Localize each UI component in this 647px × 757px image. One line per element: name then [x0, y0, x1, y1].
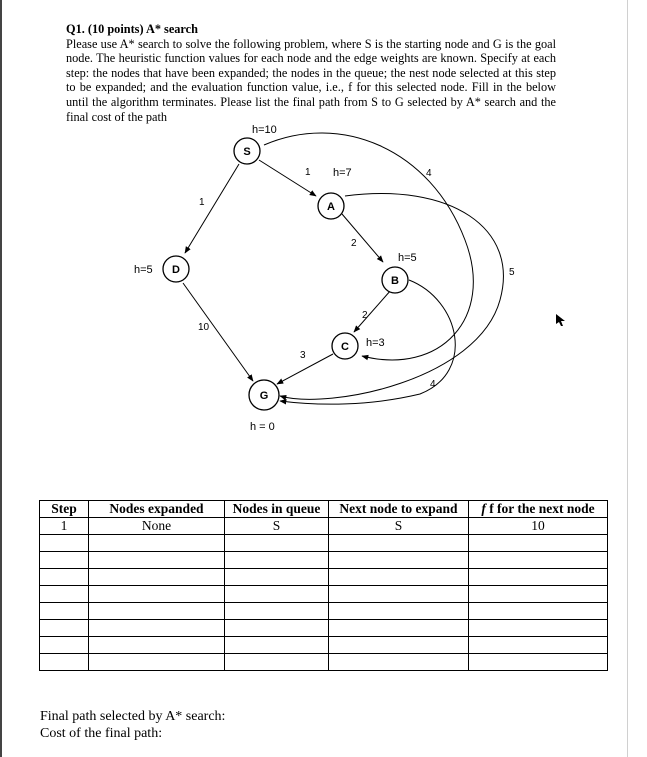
- header-nodes-in-queue: Nodes in queue: [225, 501, 329, 518]
- weight-s-c: 4: [426, 168, 432, 179]
- header-next-node: Next node to expand: [329, 501, 469, 518]
- node-c: [332, 333, 358, 359]
- final-path-label: Final path selected by A* search:: [40, 709, 226, 724]
- table-cell[interactable]: [89, 552, 225, 569]
- table-cell[interactable]: [329, 603, 469, 620]
- header-f-value-text: f for the next node: [489, 501, 595, 516]
- table-cell[interactable]: [469, 535, 608, 552]
- table-cell[interactable]: [469, 552, 608, 569]
- table-cell[interactable]: [40, 569, 89, 586]
- table-cell[interactable]: [225, 654, 329, 671]
- table-cell[interactable]: [225, 535, 329, 552]
- table-cell[interactable]: [40, 637, 89, 654]
- node-b: [382, 267, 408, 293]
- table-row: [40, 552, 608, 569]
- table-cell[interactable]: [469, 586, 608, 603]
- table-cell[interactable]: 10: [469, 518, 608, 535]
- node-d-label: D: [172, 264, 180, 276]
- heuristic-d: h=5: [134, 264, 153, 276]
- weight-d-g: 10: [198, 322, 210, 333]
- node-a-label: A: [327, 201, 335, 213]
- table-cell[interactable]: [89, 569, 225, 586]
- mouse-cursor-icon: [555, 313, 567, 327]
- heuristic-c: h=3: [366, 337, 385, 349]
- node-a: [318, 193, 344, 219]
- table-cell[interactable]: [89, 586, 225, 603]
- table-row: [40, 637, 608, 654]
- table-cell[interactable]: [469, 637, 608, 654]
- table-row: [40, 535, 608, 552]
- header-step: Step: [40, 501, 89, 518]
- table-cell[interactable]: [469, 569, 608, 586]
- table-row: [40, 603, 608, 620]
- table-cell[interactable]: [225, 552, 329, 569]
- node-s-label: S: [243, 146, 251, 158]
- edge-a-b: [342, 214, 383, 262]
- edge-s-d: [185, 164, 239, 253]
- weight-s-d: 1: [199, 197, 205, 208]
- astar-steps-table: [39, 500, 608, 671]
- table-cell[interactable]: [89, 654, 225, 671]
- heuristic-s: h=10: [252, 124, 277, 136]
- node-d: [163, 256, 189, 282]
- heuristic-a: h=7: [333, 167, 352, 179]
- edge-d-g: [183, 283, 253, 381]
- weight-b-c: 2: [362, 310, 368, 321]
- edge-s-a: [259, 160, 316, 196]
- table-cell[interactable]: [89, 637, 225, 654]
- table-cell[interactable]: [329, 552, 469, 569]
- table-cell[interactable]: [329, 637, 469, 654]
- weight-a-g: 5: [509, 267, 515, 278]
- table-cell[interactable]: [329, 654, 469, 671]
- node-c-label: C: [341, 341, 349, 353]
- final-answer-block: [40, 708, 225, 742]
- table-cell[interactable]: [40, 535, 89, 552]
- table-cell[interactable]: S: [329, 518, 469, 535]
- table-cell[interactable]: [89, 535, 225, 552]
- heuristic-g: h = 0: [250, 421, 275, 433]
- weight-c-g: 3: [300, 350, 306, 361]
- table-cell[interactable]: [225, 603, 329, 620]
- table-row: [40, 569, 608, 586]
- header-f-value: f f for the next node: [469, 501, 608, 518]
- table-cell[interactable]: [40, 603, 89, 620]
- table-cell[interactable]: [225, 569, 329, 586]
- question-body: Please use A* search to solve the following problem, where S is the starting node and G is the goal node. The heuristic function values for each node and the edge weights are known. Specify at each step: the nodes that have been expanded; the nodes in the queue; the nest node selected at this step to be expanded; and the evaluation function value, i.e., f for this selected node. Fill in the below until the algorithm terminates. Please list the final path from S to G selected by A* search and the final cost of the path: [66, 36, 556, 124]
- heuristic-b: h=5: [398, 252, 417, 264]
- table-cell[interactable]: [329, 620, 469, 637]
- table-row: [40, 586, 608, 603]
- table-cell[interactable]: [469, 620, 608, 637]
- weight-a-b: 2: [351, 238, 357, 249]
- edge-a-g: [280, 193, 503, 399]
- table-header-row: [40, 501, 608, 518]
- table-cell[interactable]: S: [225, 518, 329, 535]
- table-row: [40, 518, 608, 535]
- table-cell[interactable]: [469, 654, 608, 671]
- edge-s-c: [264, 133, 473, 360]
- table-cell[interactable]: 1: [40, 518, 89, 535]
- node-g-label: G: [259, 390, 269, 402]
- header-nodes-expanded: Nodes expanded: [89, 501, 225, 518]
- table-cell[interactable]: [225, 586, 329, 603]
- table-cell[interactable]: [40, 552, 89, 569]
- table-cell[interactable]: [329, 535, 469, 552]
- table-row: [40, 654, 608, 671]
- table-cell[interactable]: [89, 620, 225, 637]
- node-g: [249, 380, 279, 410]
- edge-b-c: [354, 290, 391, 332]
- table-cell[interactable]: [89, 603, 225, 620]
- table-cell[interactable]: None: [89, 518, 225, 535]
- table-cell[interactable]: [225, 620, 329, 637]
- table-cell[interactable]: [40, 586, 89, 603]
- node-s: [234, 138, 260, 164]
- node-b-label: B: [391, 275, 399, 287]
- table-cell[interactable]: [329, 586, 469, 603]
- weight-b-g: 4: [430, 379, 436, 390]
- final-cost-label: Cost of the final path:: [40, 726, 163, 741]
- table-cell[interactable]: [329, 569, 469, 586]
- table-cell[interactable]: [469, 603, 608, 620]
- weight-s-a: 1: [305, 167, 311, 178]
- table-cell[interactable]: [40, 654, 89, 671]
- table-cell[interactable]: [40, 620, 89, 637]
- table-row: [40, 620, 608, 637]
- table-cell[interactable]: [225, 637, 329, 654]
- question-title: Q1. (10 points) A* search: [66, 22, 198, 36]
